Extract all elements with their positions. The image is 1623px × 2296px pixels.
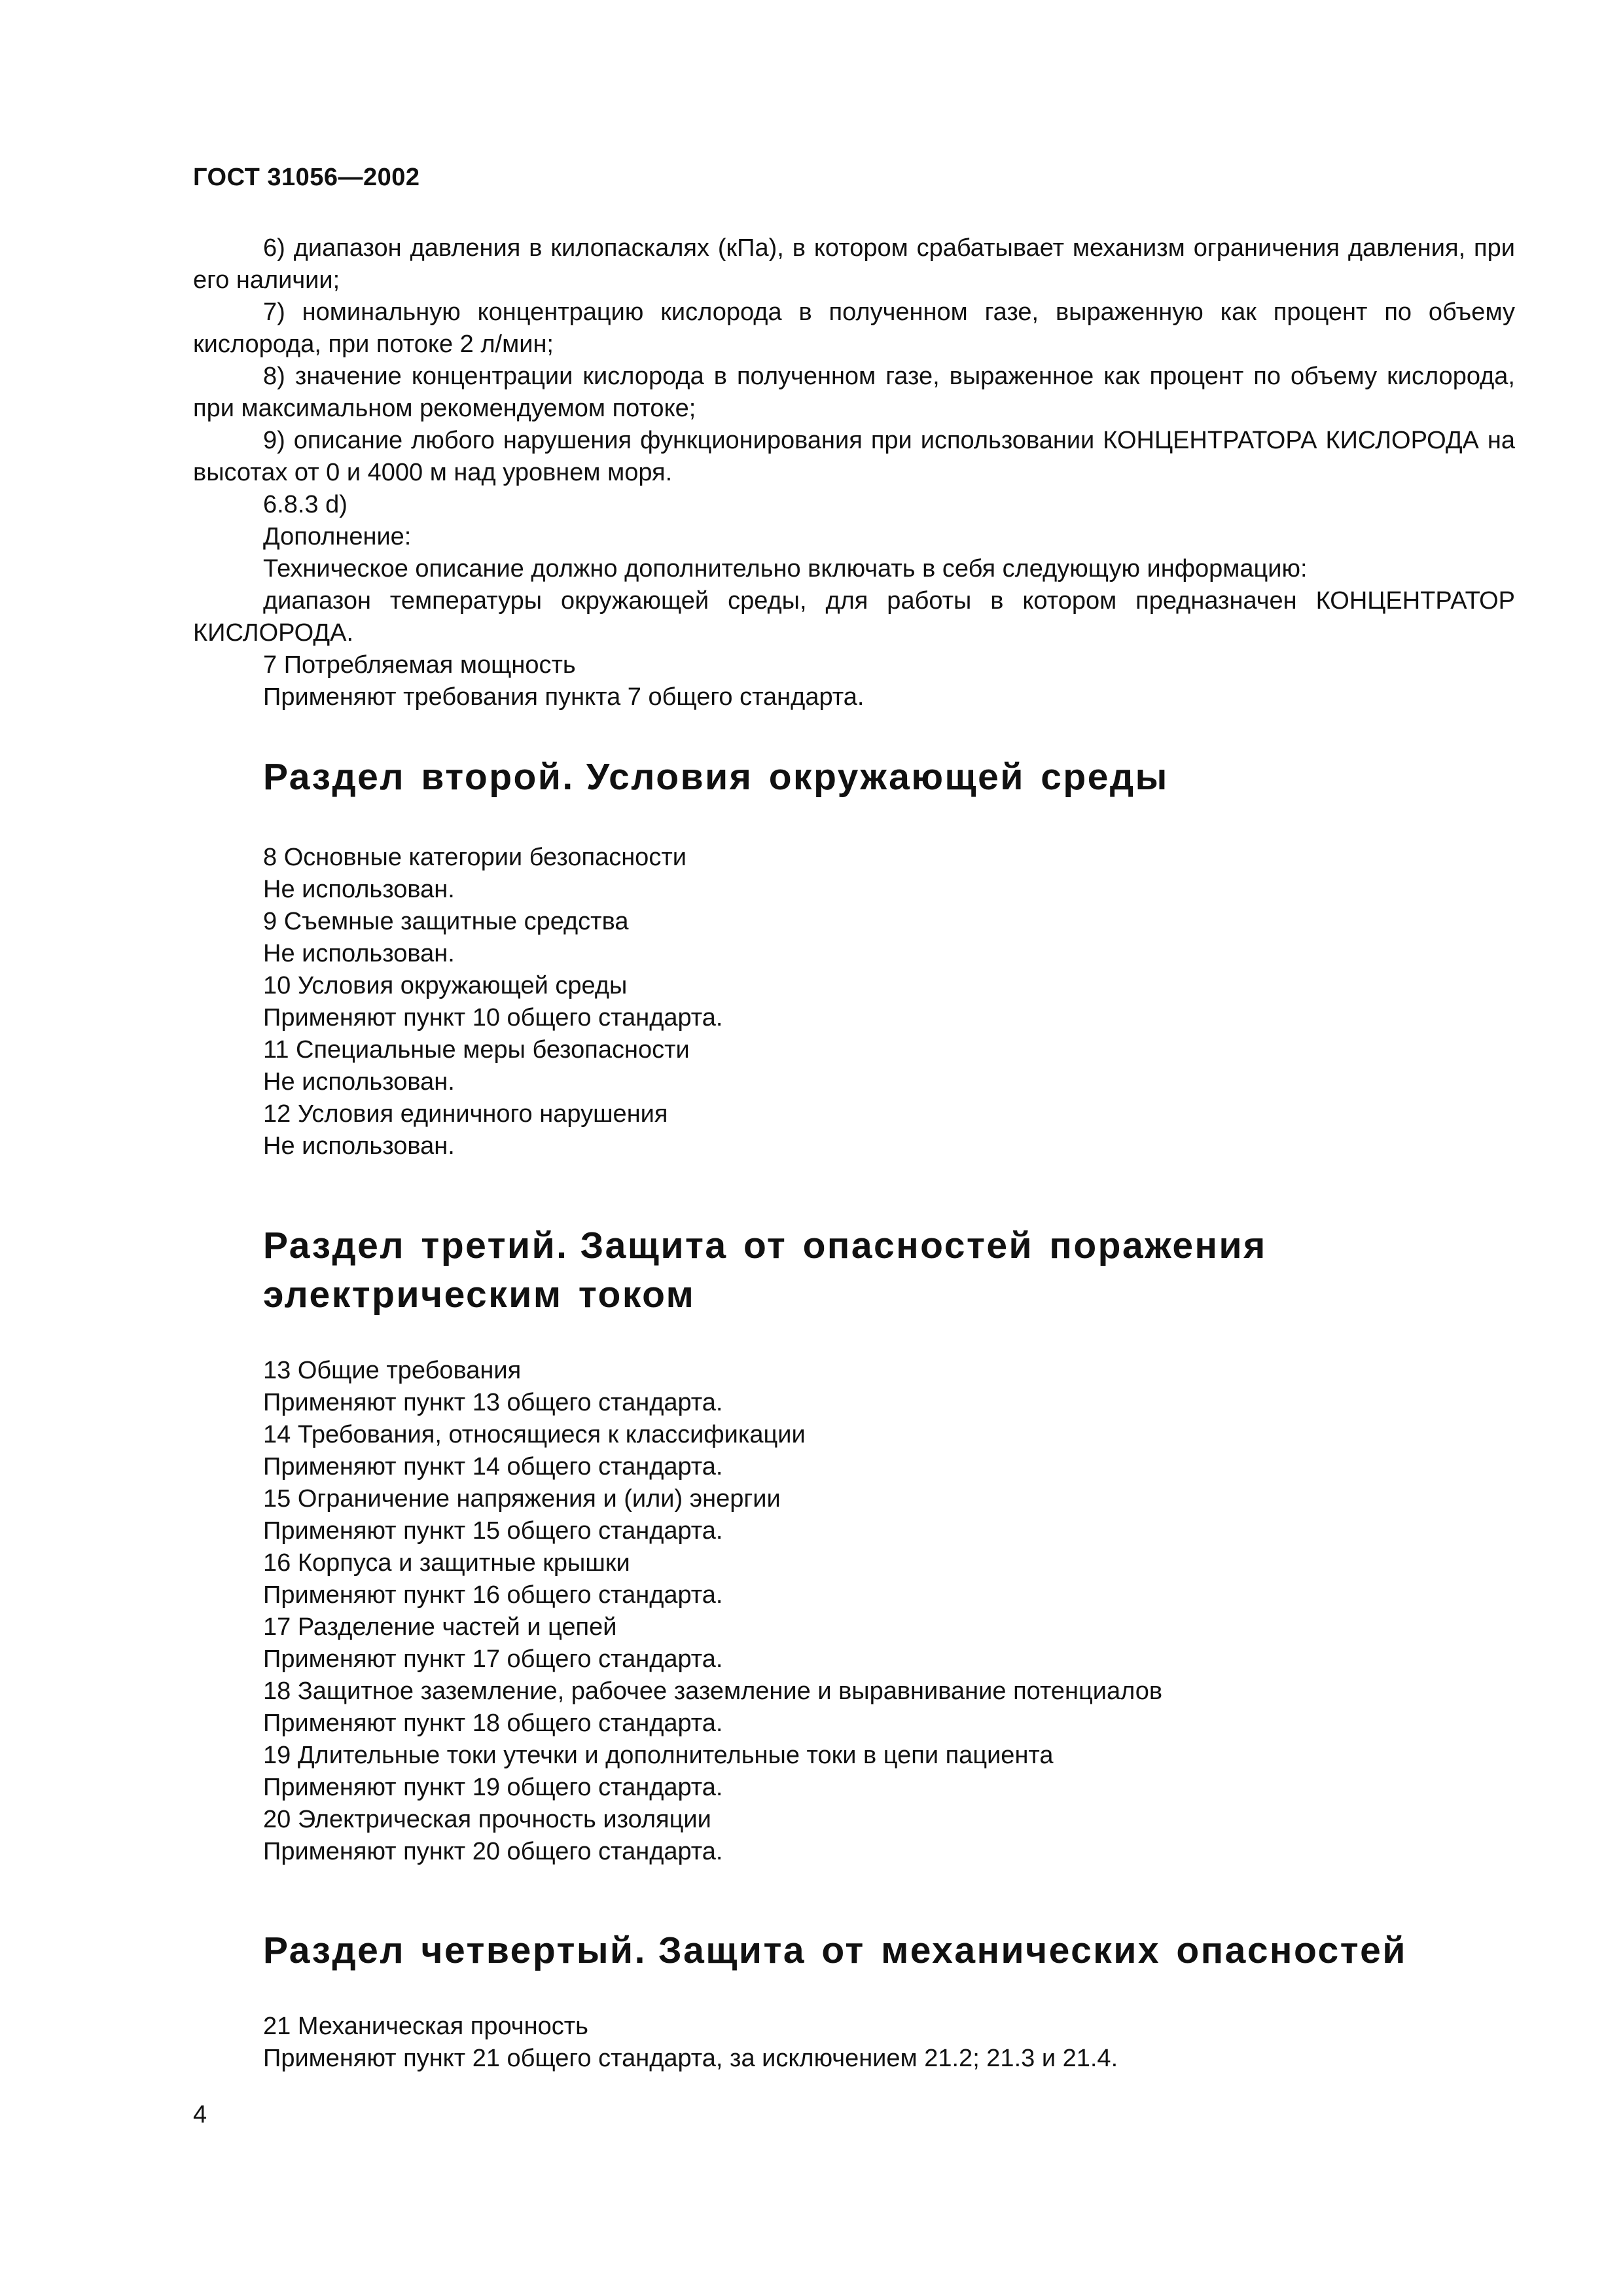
- clause-line: 15 Ограничение напряжения и (или) энергии: [263, 1485, 781, 1513]
- section-heading-title: Защита от опасностей поражения: [580, 1225, 1267, 1266]
- clause-line: 13 Общие требования: [263, 1357, 522, 1384]
- section-heading: [263, 1221, 1267, 1319]
- clause-line: Не использован.: [263, 876, 455, 903]
- clause-title: 7 Потребляемая мощность: [263, 651, 576, 679]
- section-heading-title: Защита от механических опасностей: [658, 1929, 1407, 1971]
- section-heading-number: Раздел четвертый.: [263, 1929, 647, 1971]
- clause-number: 6.8.3 d): [263, 491, 348, 518]
- clause-line: Применяют пункт 16 общего стандарта.: [263, 1581, 723, 1609]
- clause-line: 18 Защитное заземление, рабочее заземление и выравнивание потенциалов: [263, 1677, 1163, 1705]
- clause-text: Техническое описание должно дополнительно включать в себя следующую информацию:: [263, 555, 1308, 583]
- clause-line: 8 Основные категории безопасности: [263, 844, 687, 871]
- clause-line: 10 Условия окружающей среды: [263, 972, 628, 999]
- top-text-block: [193, 232, 1515, 713]
- list-item: 8) значение концентрации кислорода в полученном газе, выраженное как процент по объему кислорода, при максимальном рекомендуемом потоке;: [193, 363, 1515, 422]
- clause-line: 20 Электрическая прочность изоляции: [263, 1806, 711, 1833]
- clause-line: Применяют пункт 19 общего стандарта.: [263, 1774, 723, 1801]
- clause-line: 16 Корпуса и защитные крышки: [263, 1549, 630, 1577]
- clause-line: Не использован.: [263, 1068, 455, 1096]
- list-item: 9) описание любого нарушения функционирования при использовании КОНЦЕНТРАТОРА КИСЛОРОДА на высотах от 0 и 4000 м над уровнем моря.: [193, 427, 1515, 486]
- clause-line: 21 Механическая прочность: [263, 2013, 588, 2040]
- section-heading: [263, 753, 1169, 802]
- clause-label: Дополнение:: [263, 523, 412, 550]
- section-heading-number: Раздел второй.: [263, 756, 575, 798]
- section-body: [193, 2011, 1515, 2075]
- clause-line: Не использован.: [263, 940, 455, 967]
- clause-line: Применяют пункт 18 общего стандарта.: [263, 1710, 723, 1737]
- list-item: 6) диапазон давления в килопаскалях (кПа), в котором срабатывает механизм ограничения давления, при его наличии;: [193, 234, 1515, 294]
- section-body: [193, 1355, 1515, 1868]
- section-heading: [263, 1926, 1407, 1975]
- clause-line: 17 Разделение частей и цепей: [263, 1613, 617, 1641]
- clause-line: Не использован.: [263, 1132, 455, 1160]
- clause-text: диапазон температуры окружающей среды, для работы в котором предназначен КОНЦЕНТРАТОР КИСЛОРОДА.: [193, 587, 1515, 647]
- section-heading-title-cont: электрическим током: [263, 1274, 696, 1316]
- clause-line: Применяют пункт 15 общего стандарта.: [263, 1517, 723, 1545]
- clause-line: 11 Специальные меры безопасности: [263, 1036, 690, 1064]
- clause-text: Применяют требования пункта 7 общего стандарта.: [263, 683, 865, 711]
- list-item: 7) номинальную концентрацию кислорода в полученном газе, выраженную как процент по объему кислорода, при потоке 2 л/мин;: [193, 298, 1515, 358]
- clause-line: Применяют пункт 14 общего стандарта.: [263, 1453, 723, 1480]
- clause-line: Применяют пункт 13 общего стандарта.: [263, 1389, 723, 1416]
- page-number: 4: [193, 2101, 207, 2128]
- section-heading-number: Раздел третий.: [263, 1225, 569, 1266]
- clause-line: Применяют пункт 17 общего стандарта.: [263, 1645, 723, 1673]
- clause-line: Применяют пункт 21 общего стандарта, за исключением 21.2; 21.3 и 21.4.: [263, 2045, 1118, 2072]
- clause-line: Применяют пункт 20 общего стандарта.: [263, 1838, 723, 1865]
- clause-line: 9 Съемные защитные средства: [263, 908, 629, 935]
- clause-line: 19 Длительные токи утечки и дополнительные токи в цепи пациента: [263, 1742, 1054, 1769]
- section-body: [193, 842, 1515, 1162]
- document-header: ГОСТ 31056—2002: [193, 164, 420, 191]
- section-heading-title: Условия окружающей среды: [586, 756, 1169, 798]
- clause-line: 14 Требования, относящиеся к классификации: [263, 1421, 806, 1448]
- clause-line: Применяют пункт 10 общего стандарта.: [263, 1004, 723, 1031]
- clause-line: 12 Условия единичного нарушения: [263, 1100, 668, 1128]
